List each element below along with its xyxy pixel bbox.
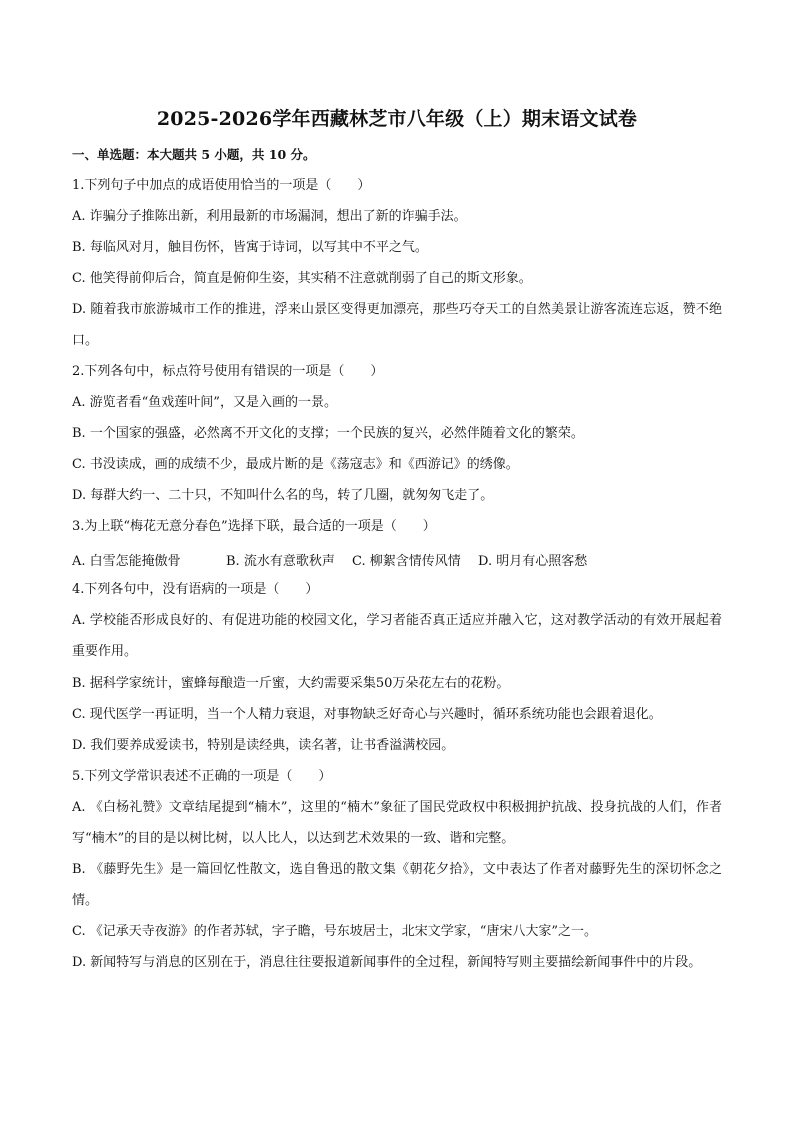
- q1-option-d: D. 随着我市旅游城市工作的推进，浮来山景区变得更加漂亮，那些巧夺天工的自然美景让游客流连忘返，赞不绝口。: [72, 302, 722, 348]
- q5-stem: 5.下列文学常识表述不正确的一项是（ ）: [72, 769, 332, 784]
- q4-option-b: B. 据科学家统计，蜜蜂每酿造一斤蜜，大约需要采集50万朵花左右的花粉。: [72, 676, 510, 691]
- q3-option-c: C. 柳絮含情传风情: [352, 554, 461, 569]
- section-heading: 一、单选题：本大题共 5 小题，共 10 分。: [72, 147, 316, 162]
- q2-option-b: B. 一个国家的强盛，必然离不开文化的支撑；一个民族的复兴，必然伴随着文化的繁荣。: [72, 426, 584, 441]
- q2-option-c: C. 书没读成，画的成绩不少，最成片断的是《荡寇志》和《西游记》的绣像。: [72, 457, 519, 472]
- q1-stem: 1.下列句子中加点的成语使用恰当的一项是（ ）: [72, 178, 371, 193]
- q4-stem: 4.下列各句中，没有语病的一项是（ ）: [72, 582, 319, 597]
- q1-option-b: B. 每临风对月，触目伤怀，皆寓于诗词，以写其中不平之气。: [72, 240, 428, 255]
- q5-option-d: D. 新闻特写与消息的区别在于，消息往往要报道新闻事件的全过程，新闻特写则主要描绘新闻事件中的片段。: [72, 955, 702, 970]
- q4-option-d: D. 我们要养成爱读书，特别是读经典，读名著，让书香溢满校园。: [72, 738, 455, 753]
- q4-option-c: C. 现代医学一再证明，当一个人精力衰退，对事物缺乏好奇心与兴趣时，循环系统功能也会跟着退化。: [72, 707, 662, 722]
- q4-option-a: A. 学校能否形成良好的、有促进功能的校园文化，学习者能否真正适应并融入它，这对教学活动的有效开展起着重要作用。: [72, 613, 722, 659]
- q1-option-a: A. 诈骗分子推陈出新，利用最新的市场漏洞，想出了新的诈骗手法。: [72, 209, 467, 224]
- q5-option-b: B. 《藤野先生》是一篇回忆性散文，选自鲁迅的散文集《朝花夕拾》，文中表达了作者对藤野先生的深切怀念之情。: [72, 862, 722, 908]
- q1-option-c: C. 他笑得前仰后合，简直是俯仰生姿，其实稍不注意就削弱了自己的斯文形象。: [72, 271, 532, 286]
- q2-option-a: A. 游览者看“鱼戏莲叶间”，又是入画的一景。: [72, 395, 337, 410]
- q3-stem: 3.为上联“梅花无意分春色”选择下联，最合适的一项是（ ）: [72, 519, 436, 534]
- q3-options: [72, 550, 587, 569]
- q3-option-b: B. 流水有意歌秋声: [226, 554, 335, 569]
- q3-option-d: D. 明月有心照客愁: [478, 554, 588, 569]
- q2-stem: 2.下列各句中，标点符号使用有错误的一项是（ ）: [72, 364, 384, 379]
- exam-title: 2025-2026学年西藏林芝市八年级（上）期末语文试卷: [156, 108, 638, 130]
- q5-option-a: A. 《白杨礼赞》文章结尾提到“楠木”，这里的“楠木”象征了国民党政权中积极拥护抗战、投身抗战的人们，作者写“楠木”的目的是以树比树，以人比人，以达到艺术效果的一致、谐和完整。: [72, 800, 722, 846]
- q3-option-a: A. 白雪怎能掩傲骨: [72, 554, 181, 569]
- q2-option-d: D. 每群大约一、二十只，不知叫什么名的鸟，转了几圈，就匆匆飞走了。: [72, 488, 494, 503]
- q5-option-c: C. 《记承天寺夜游》的作者苏轼，字子瞻，号东坡居士，北宋文学家，“唐宋八大家”之一。: [72, 924, 598, 939]
